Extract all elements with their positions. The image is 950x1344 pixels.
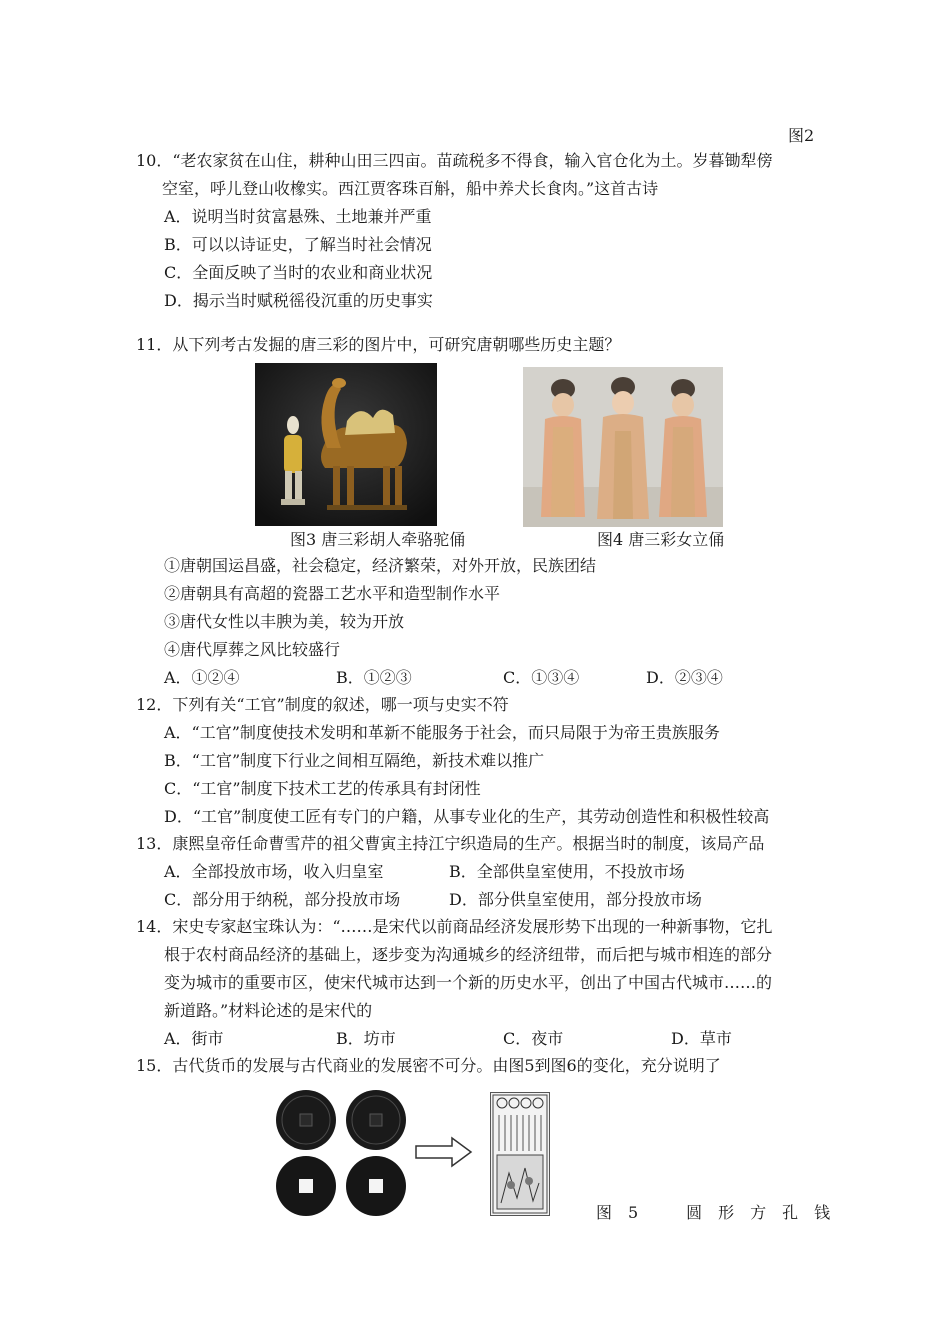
q14-option-d[interactable]: D．草市 — [671, 1029, 732, 1048]
q11-option-d[interactable]: D．②③④ — [646, 668, 723, 687]
coin-icon — [346, 1090, 406, 1150]
q10-option-b[interactable]: B．可以以诗证史，了解当时社会情况 — [164, 235, 432, 254]
q12-option-b[interactable]: B．“工官”制度下行业之间相互隔绝，新技术难以推广 — [164, 751, 545, 770]
figure-5-caption: 图 5 圆 形 方 孔 钱 — [596, 1203, 831, 1222]
q10-stem-line-2: 空室，呼儿登山收橡实。西江贾客珠百斛，船中养犬长食肉。”这首古诗 — [162, 179, 659, 198]
figure-6-paper-money-image — [490, 1092, 550, 1216]
q14-stem-line-1: 14．宋史专家赵宝珠认为：“……是宋代以前商品经济发展形势下出现的一种新事物，它扎 — [136, 917, 773, 936]
figure-2-label: 图2 — [788, 126, 815, 145]
q11-statement-4: ④唐代厚葬之风比较盛行 — [164, 640, 341, 659]
q12-option-d[interactable]: D．“工官”制度使工匠有专门的户籍，从事专业化的生产，其劳动创造性和积极性较高 — [164, 807, 770, 826]
right-arrow-icon — [414, 1135, 474, 1169]
q11-option-c[interactable]: C．①③④ — [503, 668, 580, 687]
figure-4-caption: 图4 唐三彩女立俑 — [597, 530, 725, 549]
q11-option-b[interactable]: B．①②③ — [336, 668, 412, 687]
q11-statement-3: ③唐代女性以丰腴为美，较为开放 — [164, 612, 405, 631]
q10-option-c[interactable]: C．全面反映了当时的农业和商业状况 — [164, 263, 433, 282]
q14-stem-line-2: 根于农村商品经济的基础上，逐步变为沟通城乡的经济纽带，而后把与城市相连的部分 — [164, 945, 773, 964]
q14-option-c[interactable]: C．夜市 — [503, 1029, 564, 1048]
figure-4-female-figurines-photo — [523, 367, 723, 527]
q12-option-a[interactable]: A．“工官”制度使技术发明和革新不能服务于社会，而只局限于为帝王贵族服务 — [164, 723, 720, 742]
figure-5-coins-image — [272, 1088, 412, 1218]
q13-option-d[interactable]: D．部分供皇室使用，部分投放市场 — [449, 890, 702, 909]
q14-stem-line-3: 变为城市的重要市区，使宋代城市达到一个新的历史水平，创出了中国古代城市……的 — [164, 973, 773, 992]
coin-icon — [346, 1156, 406, 1216]
figure-3-camel-figurine-photo — [255, 363, 437, 526]
q11-option-a[interactable]: A．①②④ — [164, 668, 240, 687]
q10-option-a[interactable]: A．说明当时贫富悬殊、土地兼并严重 — [164, 207, 432, 226]
q11-statement-1: ①唐朝国运昌盛，社会稳定，经济繁荣，对外开放，民族团结 — [164, 556, 597, 575]
q10-option-d[interactable]: D．揭示当时赋税徭役沉重的历史事实 — [164, 291, 433, 310]
q13-option-a[interactable]: A．全部投放市场，收入归皇室 — [164, 862, 384, 881]
coin-icon — [276, 1090, 336, 1150]
q15-stem: 15．古代货币的发展与古代商业的发展密不可分。由图5到图6的变化，充分说明了 — [136, 1056, 721, 1075]
q14-stem-line-4: 新道路。”材料论述的是宋代的 — [164, 1001, 373, 1020]
q14-option-a[interactable]: A．街市 — [164, 1029, 224, 1048]
q13-option-c[interactable]: C．部分用于纳税，部分投放市场 — [164, 890, 401, 909]
coin-icon — [276, 1156, 336, 1216]
figure-3-caption: 图3 唐三彩胡人牵骆驼俑 — [290, 530, 466, 549]
q13-stem: 13．康熙皇帝任命曹雪芹的祖父曹寅主持江宁织造局的生产。根据当时的制度，该局产品 — [136, 834, 765, 853]
q12-stem: 12．下列有关“工官”制度的叙述，哪一项与史实不符 — [136, 695, 509, 714]
q11-stem: 11．从下列考古发掘的唐三彩的图片中，可研究唐朝哪些历史主题？ — [136, 335, 621, 354]
q11-statement-2: ②唐朝具有高超的瓷器工艺水平和造型制作水平 — [164, 584, 501, 603]
q12-option-c[interactable]: C．“工官”制度下技术工艺的传承具有封闭性 — [164, 779, 481, 798]
q10-stem-line-1: 10．“老农家贫在山住，耕种山田三四亩。苗疏税多不得食，输入官仓化为土。岁暮锄犁傍 — [136, 151, 773, 170]
q14-option-b[interactable]: B．坊市 — [336, 1029, 396, 1048]
q13-option-b[interactable]: B．全部供皇室使用，不投放市场 — [449, 862, 685, 881]
